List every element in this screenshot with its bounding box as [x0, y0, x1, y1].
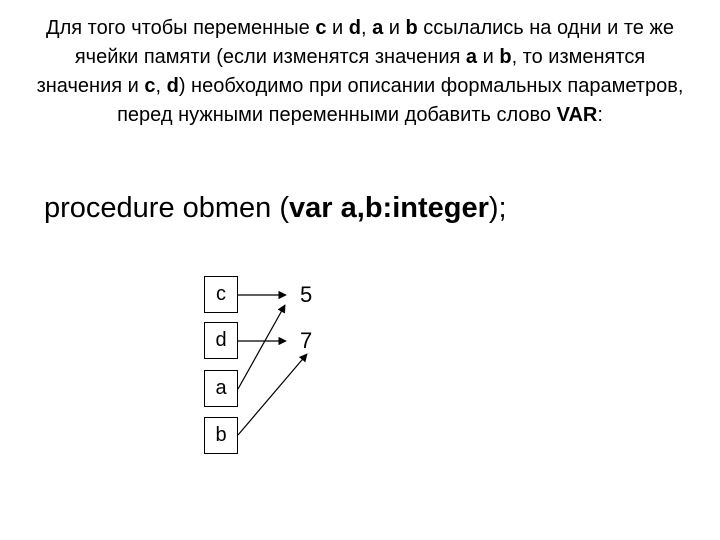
procedure-declaration: procedure obmen (var a,b:integer); — [44, 192, 507, 224]
value-7: 7 — [300, 328, 313, 353]
cell-d: d — [204, 322, 238, 359]
arrow-b-to-7 — [238, 354, 307, 435]
cell-b: b — [204, 417, 238, 454]
cell-c: c — [204, 276, 238, 313]
cell-a: a — [204, 370, 238, 407]
arrow-a-to-5 — [238, 305, 285, 389]
intro-paragraph: Для того чтобы переменные c и d, a и b ссылались на одни и те же ячейки памяти (если изменятся значения a и b, то изменятся значения и c, d) необходимо при описании формальных параметров, перед нужными переменными добавить слово VAR: — [36, 17, 684, 126]
value-5: 5 — [300, 282, 313, 307]
